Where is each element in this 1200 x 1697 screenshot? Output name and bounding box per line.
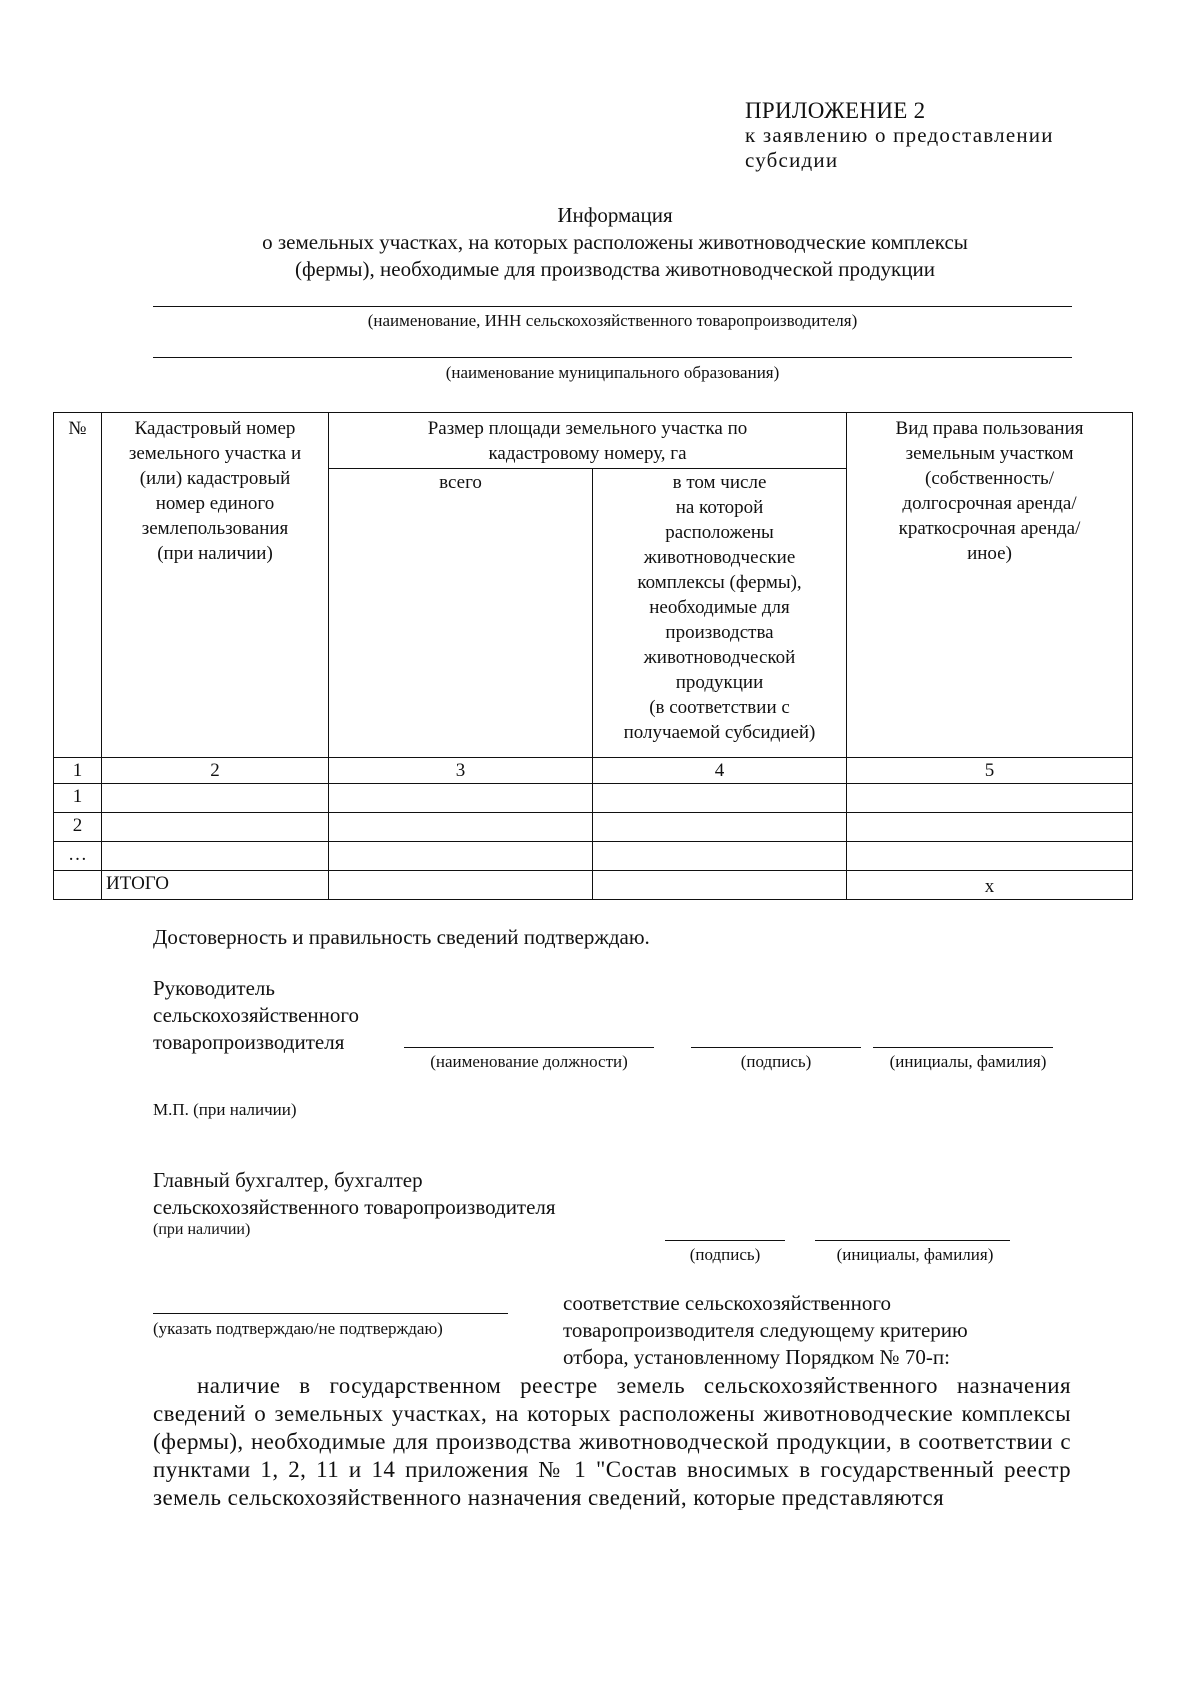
accountant-signature-caption: (подпись)	[689, 1245, 761, 1264]
head-line1: Руководитель	[153, 976, 275, 1000]
total-row	[54, 871, 1133, 900]
criterion-text	[563, 1290, 968, 1371]
confirm-choice-caption: (указать подтверждаю/не подтверждаю)	[153, 1319, 443, 1338]
criterion-line3: отбора, установленному Порядком № 70-п:	[563, 1345, 950, 1369]
head-line3: товаропроизводителя	[153, 1030, 345, 1054]
table-cell[interactable]	[329, 813, 593, 842]
total-label: ИТОГО	[102, 871, 329, 900]
accountant-label	[153, 1167, 556, 1221]
header-including	[593, 469, 847, 758]
signature-caption: (подпись)	[740, 1052, 812, 1071]
col-number: 3	[329, 758, 593, 784]
header-incl-line: (в соответствии с	[649, 697, 790, 718]
header-incl-line: на которой	[675, 497, 764, 518]
municipality-field-line[interactable]	[153, 357, 1072, 358]
accountant-line2: сельскохозяйственного товаропроизводителя	[153, 1195, 556, 1219]
table-cell[interactable]	[593, 871, 847, 900]
table-cell[interactable]	[847, 784, 1133, 813]
header-right-line: Вид права пользования	[895, 418, 1084, 439]
header-right-line: земельным участком	[905, 443, 1074, 464]
table-row	[54, 784, 1133, 813]
header-cadastral-line: (или) кадастровый	[139, 468, 291, 489]
header-no: №	[54, 413, 102, 758]
header-right-type	[847, 413, 1133, 758]
municipality-caption: (наименование муниципального образования)	[445, 363, 780, 382]
document-heading	[150, 202, 1080, 283]
header-cadastral	[102, 413, 329, 758]
head-label	[153, 975, 359, 1056]
table-cell	[54, 871, 102, 900]
position-caption: (наименование должности)	[430, 1052, 628, 1071]
header-area-group	[329, 413, 847, 469]
appendix-line2: субсидии	[745, 148, 839, 172]
table-row	[54, 842, 1133, 871]
header-cadastral-line: землепользования	[141, 518, 289, 539]
appendix-title: ПРИЛОЖЕНИЕ 2	[745, 98, 926, 123]
header-incl-line: в том числе	[672, 472, 767, 493]
head-line2: сельскохозяйственного	[153, 1003, 359, 1027]
row-number: …	[54, 842, 102, 871]
header-right-line: долгосрочная аренда/	[902, 493, 1077, 514]
row-number: 2	[54, 813, 102, 842]
heading-line2: о земельных участках, на которых расположены животноводческие комплексы	[262, 230, 968, 254]
table-cell[interactable]	[847, 842, 1133, 871]
name-caption: (инициалы, фамилия)	[889, 1052, 1047, 1071]
header-incl-line: продукции	[675, 672, 764, 693]
header-right-line: иное)	[967, 543, 1012, 564]
accountant-name-caption: (инициалы, фамилия)	[836, 1245, 994, 1264]
accountant-signature-line[interactable]	[665, 1240, 785, 1241]
numbering-row	[54, 758, 1133, 784]
table-cell[interactable]	[329, 871, 593, 900]
total-mark: х	[847, 871, 1133, 900]
table-cell[interactable]	[329, 842, 593, 871]
table-cell[interactable]	[329, 784, 593, 813]
header-area-line: кадастровому номеру, га	[488, 443, 687, 464]
appendix-line1: к заявлению о предоставлении	[745, 123, 1054, 147]
signature-field-line[interactable]	[691, 1047, 861, 1048]
position-field-line[interactable]	[404, 1047, 654, 1048]
header-incl-line: животноводческой	[643, 647, 796, 668]
col-number: 4	[593, 758, 847, 784]
header-area-line: Размер площади земельного участка по	[427, 418, 748, 439]
header-cadastral-line: (при наличии)	[157, 543, 273, 564]
header-right-line: краткосрочная аренда/	[898, 518, 1081, 539]
header-right-line: (собственность/	[925, 468, 1054, 489]
table-cell[interactable]	[593, 784, 847, 813]
heading-line1: Информация	[557, 203, 673, 227]
header-cadastral-line: номер единого	[155, 493, 275, 514]
table-cell[interactable]	[102, 784, 329, 813]
table-cell[interactable]	[593, 842, 847, 871]
accountant-line1: Главный бухгалтер, бухгалтер	[153, 1168, 423, 1192]
header-incl-line: производства	[665, 622, 774, 643]
land-plots-table	[53, 412, 1133, 900]
producer-caption: (наименование, ИНН сельскохозяйственного товаропроизводителя)	[367, 311, 858, 330]
header-incl-line: расположены	[665, 522, 774, 543]
heading-line3: (фермы), необходимые для производства животноводческой продукции	[295, 257, 935, 281]
accountant-note: (при наличии)	[153, 1221, 251, 1238]
table-cell[interactable]	[102, 813, 329, 842]
header-total: всего	[329, 469, 593, 758]
table-cell[interactable]	[593, 813, 847, 842]
criterion-line1: соответствие сельскохозяйственного	[563, 1291, 891, 1315]
header-incl-line: необходимые для	[649, 597, 790, 618]
col-number: 1	[54, 758, 102, 784]
header-cadastral-line: земельного участка и	[128, 443, 302, 464]
criterion-line2: товаропроизводителя следующему критерию	[563, 1318, 968, 1342]
col-number: 2	[102, 758, 329, 784]
accountant-name-line[interactable]	[815, 1240, 1010, 1241]
table-cell[interactable]	[847, 813, 1133, 842]
criterion-paragraph: наличие в государственном реестре земель сельскохозяйственного назначения сведений о земельных участках, на которых расположены животноводческие комплексы (фермы), необходимые для производства животноводческой продукции, в соответствии с пунктами 1, 2, 11 и 14 приложения № 1 "Состав вносимых в государственный реестр земель сельскохозяйственного назначения сведений, которые представляются	[153, 1373, 1071, 1510]
col-number: 5	[847, 758, 1133, 784]
name-field-line[interactable]	[873, 1047, 1053, 1048]
stamp-note: М.П. (при наличии)	[153, 1100, 297, 1119]
header-incl-line: получаемой субсидией)	[623, 722, 816, 743]
header-incl-line: животноводческие	[643, 547, 796, 568]
table-cell[interactable]	[102, 842, 329, 871]
row-number: 1	[54, 784, 102, 813]
header-cadastral-line: Кадастровый номер	[134, 418, 296, 439]
header-incl-line: комплексы (фермы),	[637, 572, 802, 593]
confirm-text: Достоверность и правильность сведений подтверждаю.	[153, 925, 650, 949]
table-row	[54, 813, 1133, 842]
producer-field-line[interactable]	[153, 306, 1072, 307]
confirm-choice-line[interactable]	[153, 1313, 508, 1314]
appendix-header	[745, 98, 1054, 173]
